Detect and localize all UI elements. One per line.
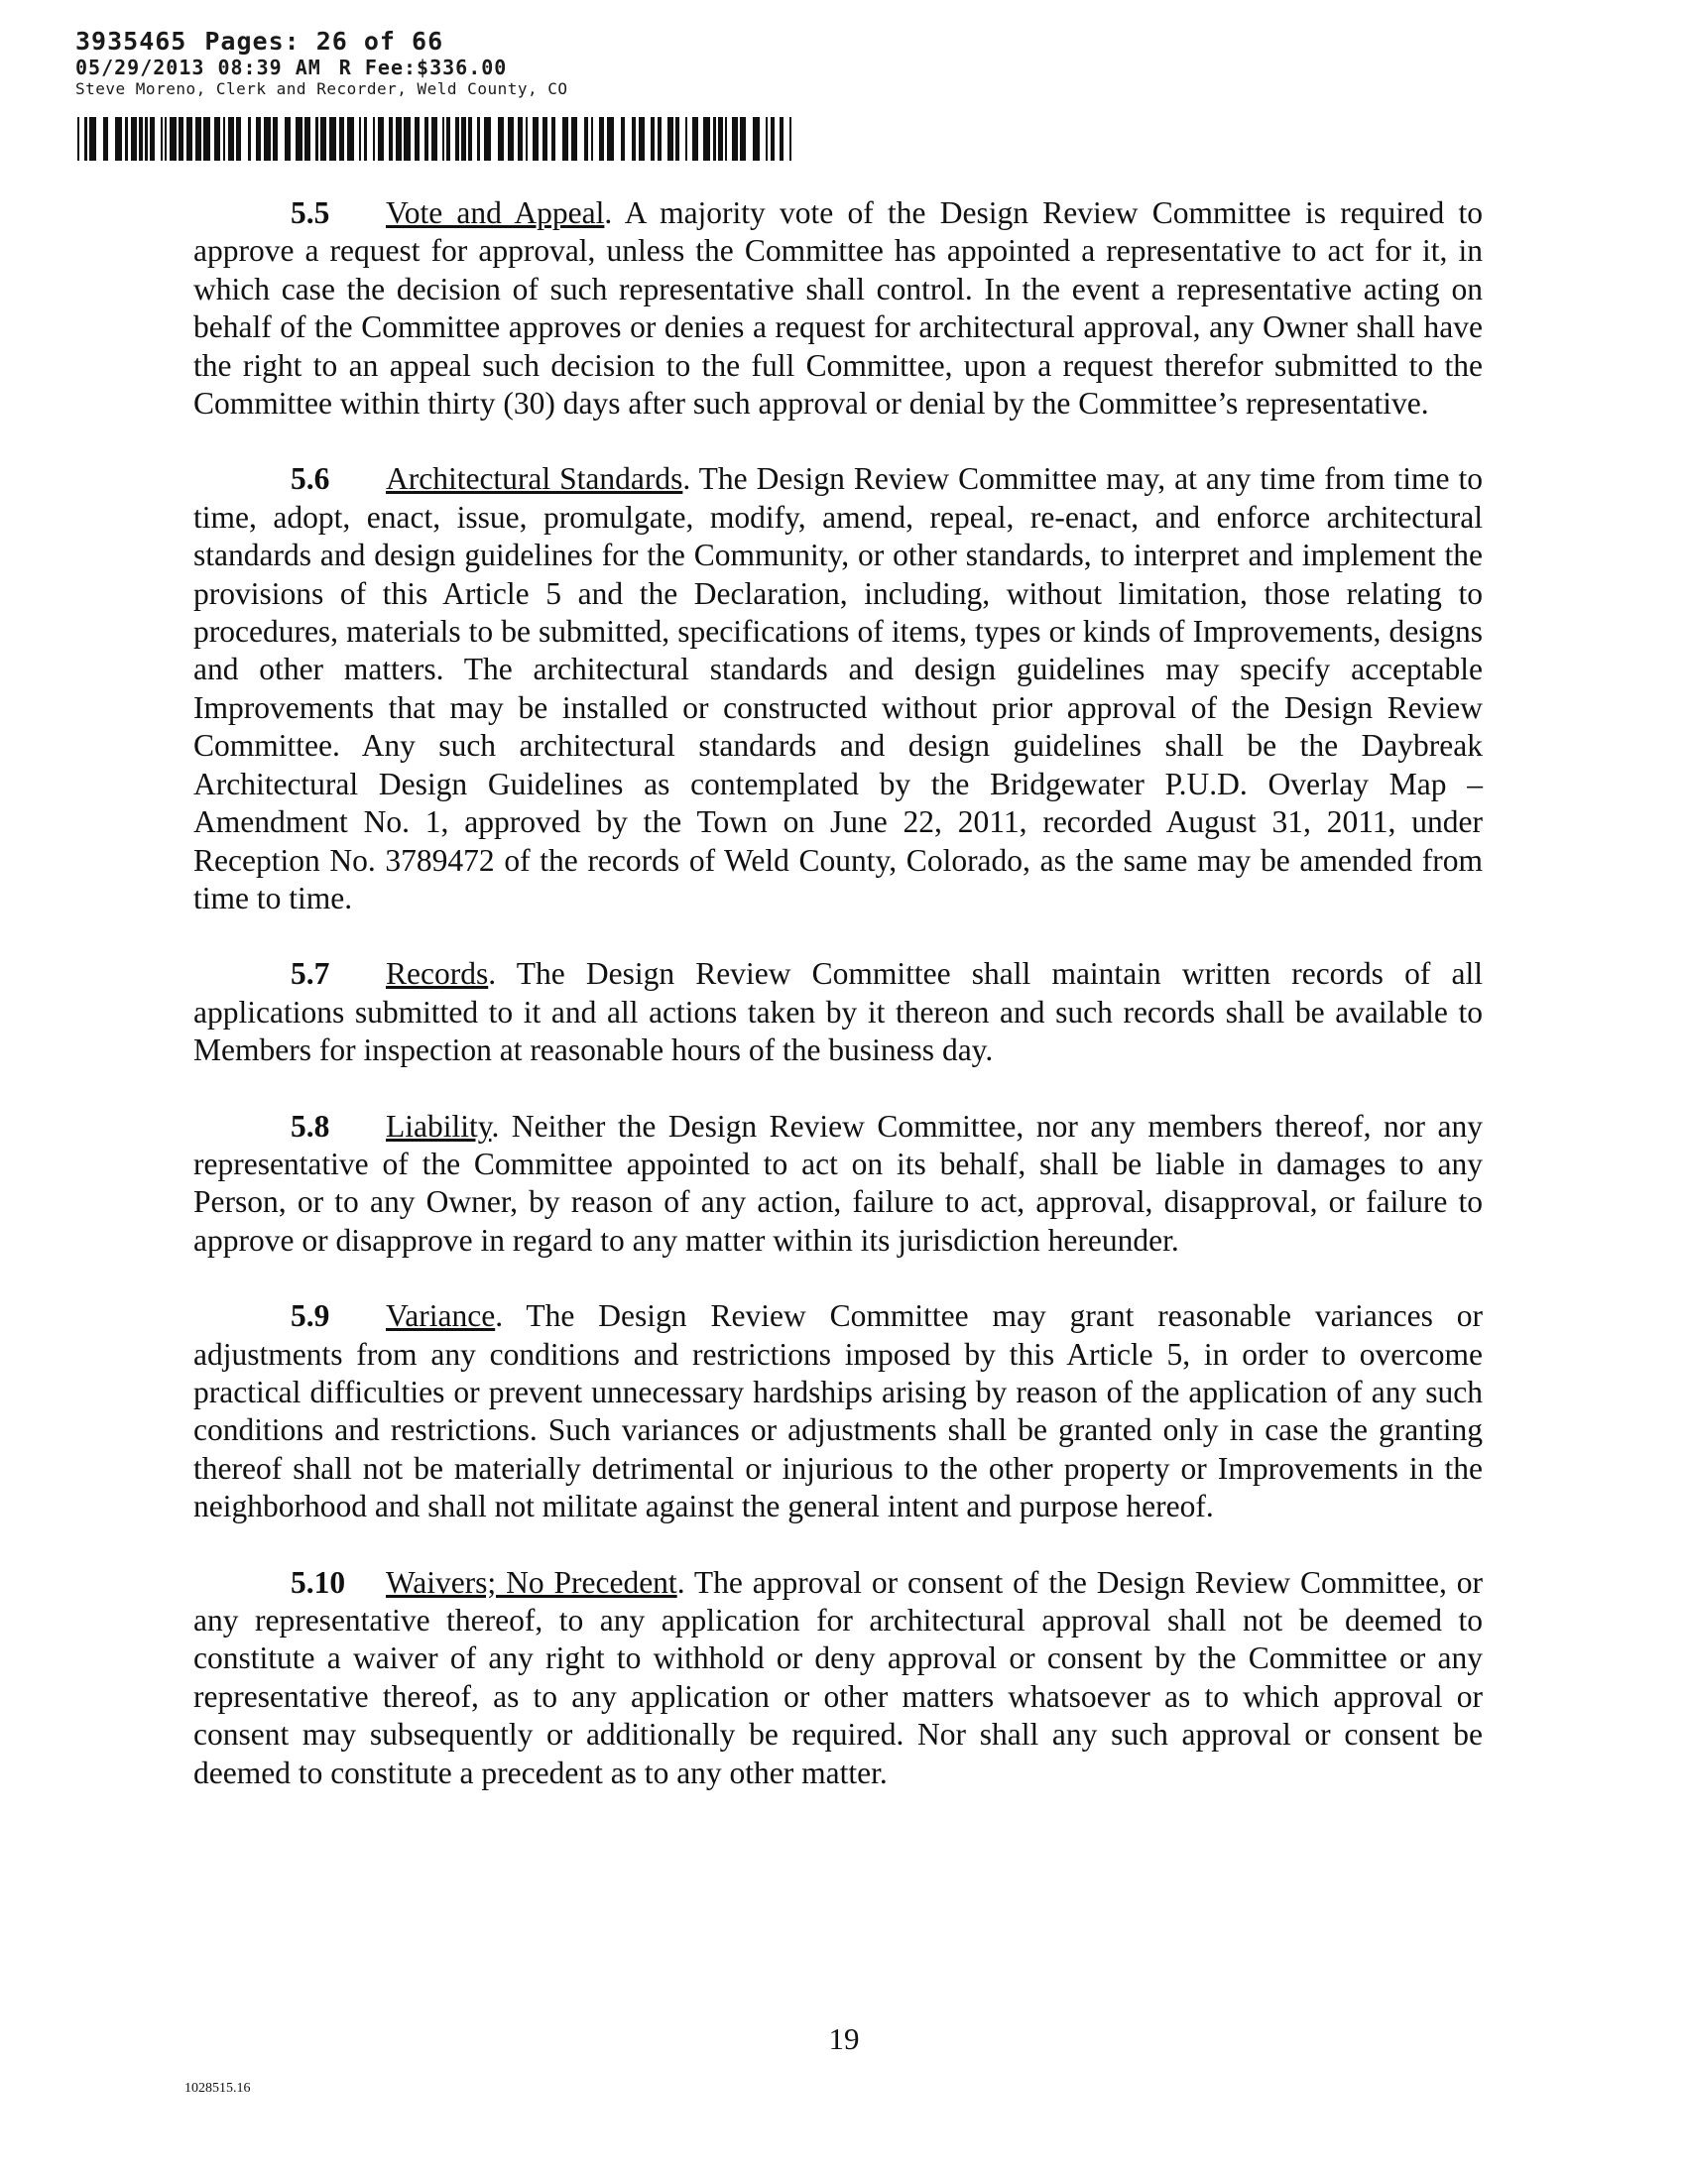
barcode-bar bbox=[415, 117, 420, 161]
barcode-bar bbox=[639, 117, 645, 161]
page-count: Pages: 26 of 66 bbox=[204, 27, 444, 56]
barcode-bar bbox=[675, 117, 679, 161]
barcode-bar bbox=[498, 117, 504, 161]
recording-fee: R Fee:$336.00 bbox=[338, 56, 508, 79]
barcode-bar bbox=[725, 117, 727, 161]
section-5-7 bbox=[193, 955, 1483, 1069]
barcode-bar bbox=[179, 117, 183, 161]
barcode-bar bbox=[304, 117, 310, 161]
document-body bbox=[193, 194, 1483, 1830]
stamp-line-2 bbox=[75, 56, 568, 79]
barcode-bar bbox=[161, 117, 163, 161]
barcode-bar bbox=[591, 117, 593, 161]
barcode-bar bbox=[320, 117, 326, 161]
barcode-bar bbox=[713, 117, 716, 161]
section-heading: Liability bbox=[386, 1108, 492, 1144]
barcode-bar bbox=[718, 117, 723, 161]
barcode-bar bbox=[533, 117, 539, 161]
barcode-bar bbox=[115, 117, 122, 161]
barcode-bar bbox=[396, 117, 402, 161]
section-body: . Neither the Design Review Committee, nor any members thereof, nor any representative of the Committee appointed to act on its behalf, shall be liable in damages to any Person, or to any Owner, by reason of any action, failure to act, approval, disapproval, or failure to approve or disapprove in regard to any matter within its jurisdiction hereunder. bbox=[193, 1108, 1483, 1258]
barcode-bar bbox=[692, 117, 698, 161]
barcode-bar bbox=[139, 117, 143, 161]
document-id: 1028515.16 bbox=[184, 2081, 251, 2096]
barcode-bar bbox=[789, 117, 791, 161]
barcode-bar bbox=[223, 117, 225, 161]
stamp-line-1 bbox=[75, 28, 568, 56]
section-5-8 bbox=[193, 1108, 1483, 1261]
barcode-bar bbox=[424, 117, 428, 161]
barcode-bar bbox=[518, 117, 523, 161]
section-5-9 bbox=[193, 1297, 1483, 1525]
barcode-bar bbox=[170, 117, 177, 161]
barcode-bar bbox=[562, 117, 568, 161]
section-body: . A majority vote of the Design Review Committee is required to approve a request for approval, unless the Committee has appointed a representative to act for it, in which case the decision of such representative shall control. In the event a representative acting on behalf of the Committee approves or denies a request for architectural approval, any Owner shall have the right to an appeal such decision to the full Committee, upon a request therefor submitted to the Committee within thirty (30) days after such approval or denial by the Committee’s representative. bbox=[193, 195, 1483, 422]
recording-datetime: 05/29/2013 08:39 AM bbox=[75, 56, 321, 79]
barcode-bar bbox=[236, 117, 241, 161]
barcode-bar bbox=[329, 117, 336, 161]
section-number: 5.10 bbox=[291, 1564, 346, 1600]
barcode-bar bbox=[468, 117, 472, 161]
barcode-bar bbox=[315, 117, 318, 161]
section-5-6 bbox=[193, 460, 1483, 917]
barcode-bar bbox=[771, 117, 775, 161]
barcode-bar bbox=[703, 117, 710, 161]
section-number: 5.6 bbox=[291, 461, 330, 497]
recorder-name: Steve Moreno, Clerk and Recorder, Weld County, CO bbox=[75, 79, 568, 98]
barcode-bar bbox=[186, 117, 192, 161]
barcode-bar bbox=[651, 117, 655, 161]
barcode-bar bbox=[264, 117, 271, 161]
barcode-bar bbox=[607, 117, 614, 161]
recording-stamp bbox=[75, 28, 568, 99]
barcode-bar bbox=[551, 117, 555, 161]
barcode-bar bbox=[203, 117, 210, 161]
barcode-bar bbox=[165, 117, 167, 161]
section-5-10 bbox=[193, 1564, 1483, 1792]
barcode-bar bbox=[484, 117, 491, 161]
reception-number: 3935465 bbox=[75, 27, 187, 56]
barcode-bar bbox=[359, 117, 361, 161]
barcode-bar bbox=[84, 117, 87, 161]
barcode-bar bbox=[455, 117, 459, 161]
barcode-bar bbox=[584, 117, 588, 161]
barcode-bar bbox=[364, 117, 367, 161]
barcode-bar bbox=[508, 117, 514, 161]
section-number: 5.5 bbox=[291, 195, 330, 230]
barcode bbox=[77, 117, 791, 161]
section-heading: Variance bbox=[386, 1298, 496, 1334]
barcode-bar bbox=[667, 117, 673, 161]
barcode-bar bbox=[214, 117, 220, 161]
barcode-bar bbox=[373, 117, 375, 161]
barcode-bar bbox=[446, 117, 450, 161]
barcode-bar bbox=[404, 117, 411, 161]
section-number: 5.8 bbox=[291, 1108, 330, 1144]
barcode-bar bbox=[766, 117, 768, 161]
barcode-bar bbox=[150, 117, 155, 161]
section-5-5 bbox=[193, 194, 1483, 423]
barcode-bar bbox=[685, 117, 687, 161]
barcode-bar bbox=[378, 117, 384, 161]
barcode-bar bbox=[103, 117, 108, 161]
barcode-bar bbox=[780, 117, 784, 161]
section-body: . The Design Review Committee shall maintain written records of all applications submitted to it and all actions taken by it thereon and such records shall be available to Members for inspection at reasonable hours of the business day. bbox=[193, 956, 1483, 1068]
barcode-bar bbox=[526, 117, 528, 161]
barcode-bar bbox=[599, 117, 604, 161]
barcode-bar bbox=[296, 117, 302, 161]
barcode-bar bbox=[145, 117, 148, 161]
section-heading: Waivers; No Precedent bbox=[386, 1564, 677, 1600]
barcode-bar bbox=[89, 117, 96, 161]
section-body: . The Design Review Committee may grant reasonable variances or adjustments from any conditions and restrictions imposed by this Article 5, in order to overcome practical difficulties or prevent unnecessary hardships arising by reason of the application of any such conditions and restrictions. Such variances or adjustments shall be granted only in case the granting thereof shall not be materially detrimental or injurious to the other property or Improvements in the neighborhood and shall not militate against the general intent and purpose hereof. bbox=[193, 1298, 1483, 1524]
barcode-bar bbox=[256, 117, 261, 161]
barcode-bar bbox=[228, 117, 234, 161]
barcode-bar bbox=[347, 117, 354, 161]
section-heading: Vote and Appeal bbox=[386, 195, 605, 230]
page-number: 19 bbox=[828, 2021, 860, 2056]
barcode-bar bbox=[732, 117, 738, 161]
barcode-bar bbox=[339, 117, 344, 161]
section-body: . The approval or consent of the Design Review Committee, or any representative thereof, to any application for architectural approval shall not be deemed to constitute a waiver of any right to withhold or deny approval or consent by the Committee or any representative thereof, as to any application or other matters whatsoever as to which approval or consent may subsequently or additionally be required. Nor shall any such approval or consent be deemed to constitute a precedent as to any other matter. bbox=[193, 1564, 1484, 1790]
section-number: 5.9 bbox=[291, 1298, 330, 1334]
barcode-bar bbox=[131, 117, 137, 161]
section-heading: Architectural Standards bbox=[386, 461, 683, 497]
barcode-bar bbox=[248, 117, 251, 161]
barcode-bar bbox=[125, 117, 128, 161]
barcode-bar bbox=[461, 117, 466, 161]
barcode-bar bbox=[285, 117, 291, 161]
barcode-bar bbox=[543, 117, 547, 161]
barcode-bar bbox=[273, 117, 278, 161]
barcode-bar bbox=[195, 117, 201, 161]
barcode-bar bbox=[753, 117, 760, 161]
barcode-bar bbox=[431, 117, 437, 161]
section-body: . The Design Review Committee may, at any time from time to time, adopt, enact, issue, promulgate, modify, amend, repeal, re-enact, and enforce architectural standards and design guidelines for the Community, or other standards, to interpret and implement the provisions of this Article 5 and the Declaration, including, without limitation, those relating to procedures, materials to be submitted, specifications of items, types or kinds of Improvements, designs and other matters. The architectural standards and design guidelines may specify acceptable Improvements that may be installed or constructed without prior approval of the Design Review Committee. Any such architectural standards and design guidelines shall be the Daybreak Architectural Design Guidelines as contemplated by the Bridgewater P.U.D. Overlay Map – Amendment No. 1, approved by the Town on June 22, 2011, recorded August 31, 2011, under Reception No. 3789472 of the records of Weld County, Colorado, as the same may be amended from time to time. bbox=[193, 461, 1483, 915]
barcode-bar bbox=[389, 117, 393, 161]
barcode-bar bbox=[77, 117, 79, 161]
barcode-bar bbox=[571, 117, 577, 161]
barcode-bar bbox=[621, 117, 625, 161]
section-heading: Records bbox=[386, 956, 489, 992]
barcode-bar bbox=[740, 117, 746, 161]
barcode-bar bbox=[477, 117, 480, 161]
barcode-bar bbox=[658, 117, 662, 161]
section-number: 5.7 bbox=[291, 956, 330, 992]
barcode-bar bbox=[442, 117, 444, 161]
barcode-bar bbox=[632, 117, 636, 161]
